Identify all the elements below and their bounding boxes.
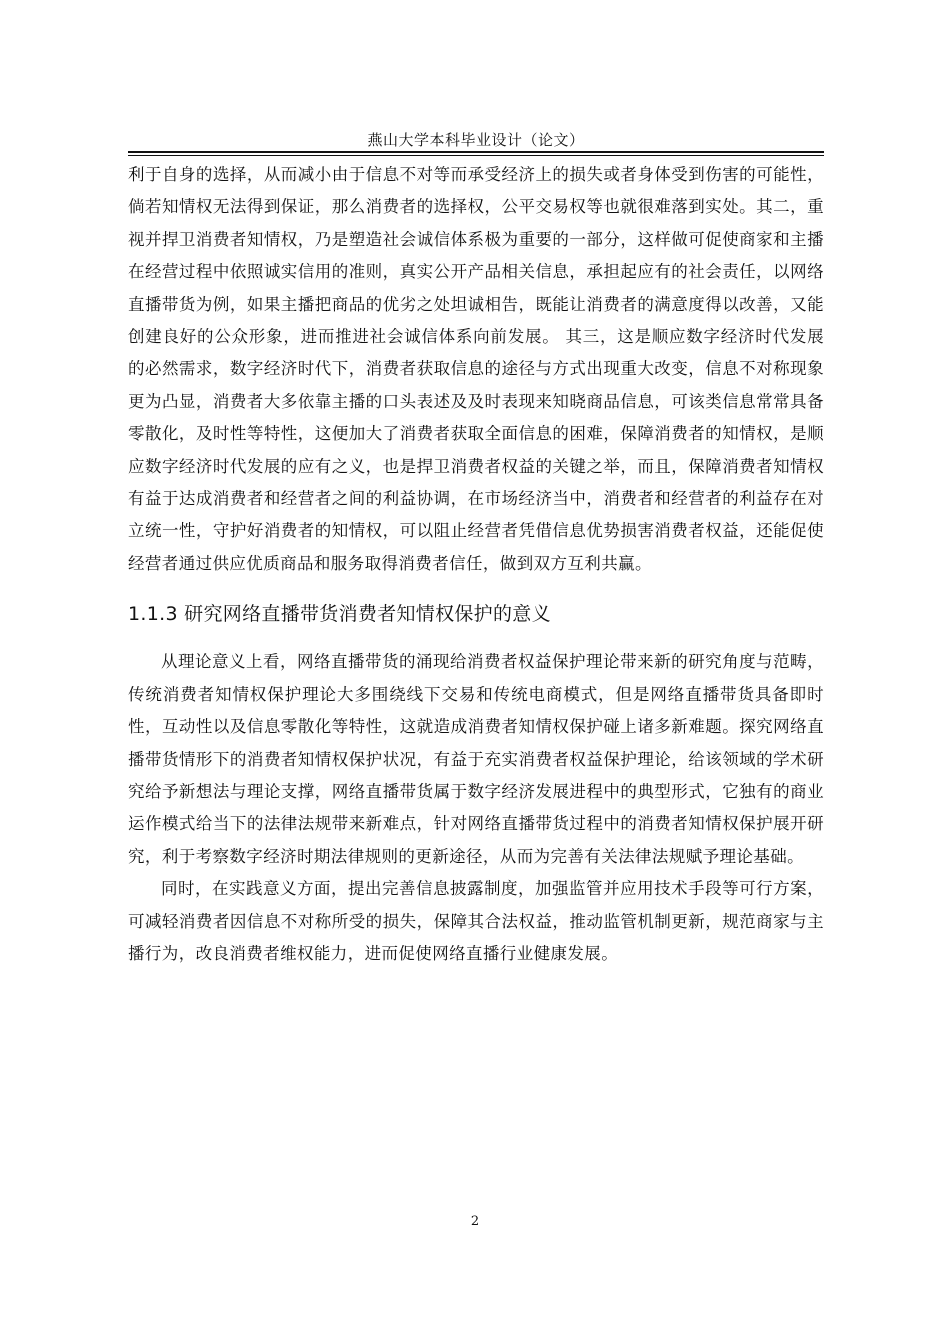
paragraph-practical-significance: 同时，在实践意义方面，提出完善信息披露制度，加强监管并应用技术手段等可行方案，可减轻消费者因信息不对称所受的损失，保障其合法权益，推动监管机制更新，规范商家与主播行为，改良消费者维权能力，进而促使网络直播行业健康发展。 (128, 879, 824, 963)
section-heading: 1.1.3 研究网络直播带货消费者知情权保护的意义 (128, 603, 551, 626)
header-rule-thin (128, 155, 824, 156)
header-rule-thick (128, 151, 824, 153)
paragraph-theoretical-significance: 从理论意义上看，网络直播带货的涌现给消费者权益保护理论带来新的研究角度与范畴，传统消费者知情权保护理论大多围绕线下交易和传统电商模式，但是网络直播带货具备即时性，互动性以及信息零散化等特性，这就造成消费者知情权保护碰上诸多新难题。探究网络直播带货情形下的消费者知情权保护状况，有益于充实消费者权益保护理论，给该领域的学术研究给予新想法与理论支撑，网络直播带货属于数字经济发展进程中的典型形式，它独有的商业运作模式给当下的法律法规带来新难点，针对网络直播带货过程中的消费者知情权保护展开研究，利于考察数字经济时期法律规则的更新途径，从而为完善有关法律法规赋予理论基础。 (128, 652, 824, 866)
continuation-paragraph: 利于自身的选择，从而减小由于信息不对等而承受经济上的损失或者身体受到伤害的可能性，倘若知情权无法得到保证，那么消费者的选择权，公平交易权等也就很难落到实处。其二，重视并捍卫消费者知情权，乃是塑造社会诚信体系极为重要的一部分，这样做可促使商家和主播在经营过程中依照诚实信用的准则，真实公开产品相关信息，承担起应有的社会责任，以网络直播带货为例，如果主播把商品的优劣之处坦诚相告，既能让消费者的满意度得以改善，又能创建良好的公众形象，进而推进社会诚信体系向前发展。 其三，这是顺应数字经济时代发展的必然需求，数字经济时代下，消费者获取信息的途径与方式出现重大改变，信息不对称现象更为凸显，消费者大多依靠主播的口头表述及及时表现来知晓商品信息，可该类信息常常具备零散化，及时性等特性，这便加大了消费者获取全面信息的困难，保障消费者的知情权，是顺应数字经济时代发展的应有之义，也是捍卫消费者权益的关键之举，而且，保障消费者知情权有益于达成消费者和经营者之间的利益协调，在市场经济当中，消费者和经营者的利益存在对立统一性，守护好消费者的知情权，可以阻止经营者凭借信息优势损害消费者权益，还能促使经营者通过供应优质商品和服务取得消费者信任，做到双方互利共赢。 (128, 165, 824, 573)
document-body (128, 159, 824, 970)
running-header: 燕山大学本科毕业设计（论文） (367, 131, 585, 149)
page-number: 2 (470, 1214, 480, 1229)
